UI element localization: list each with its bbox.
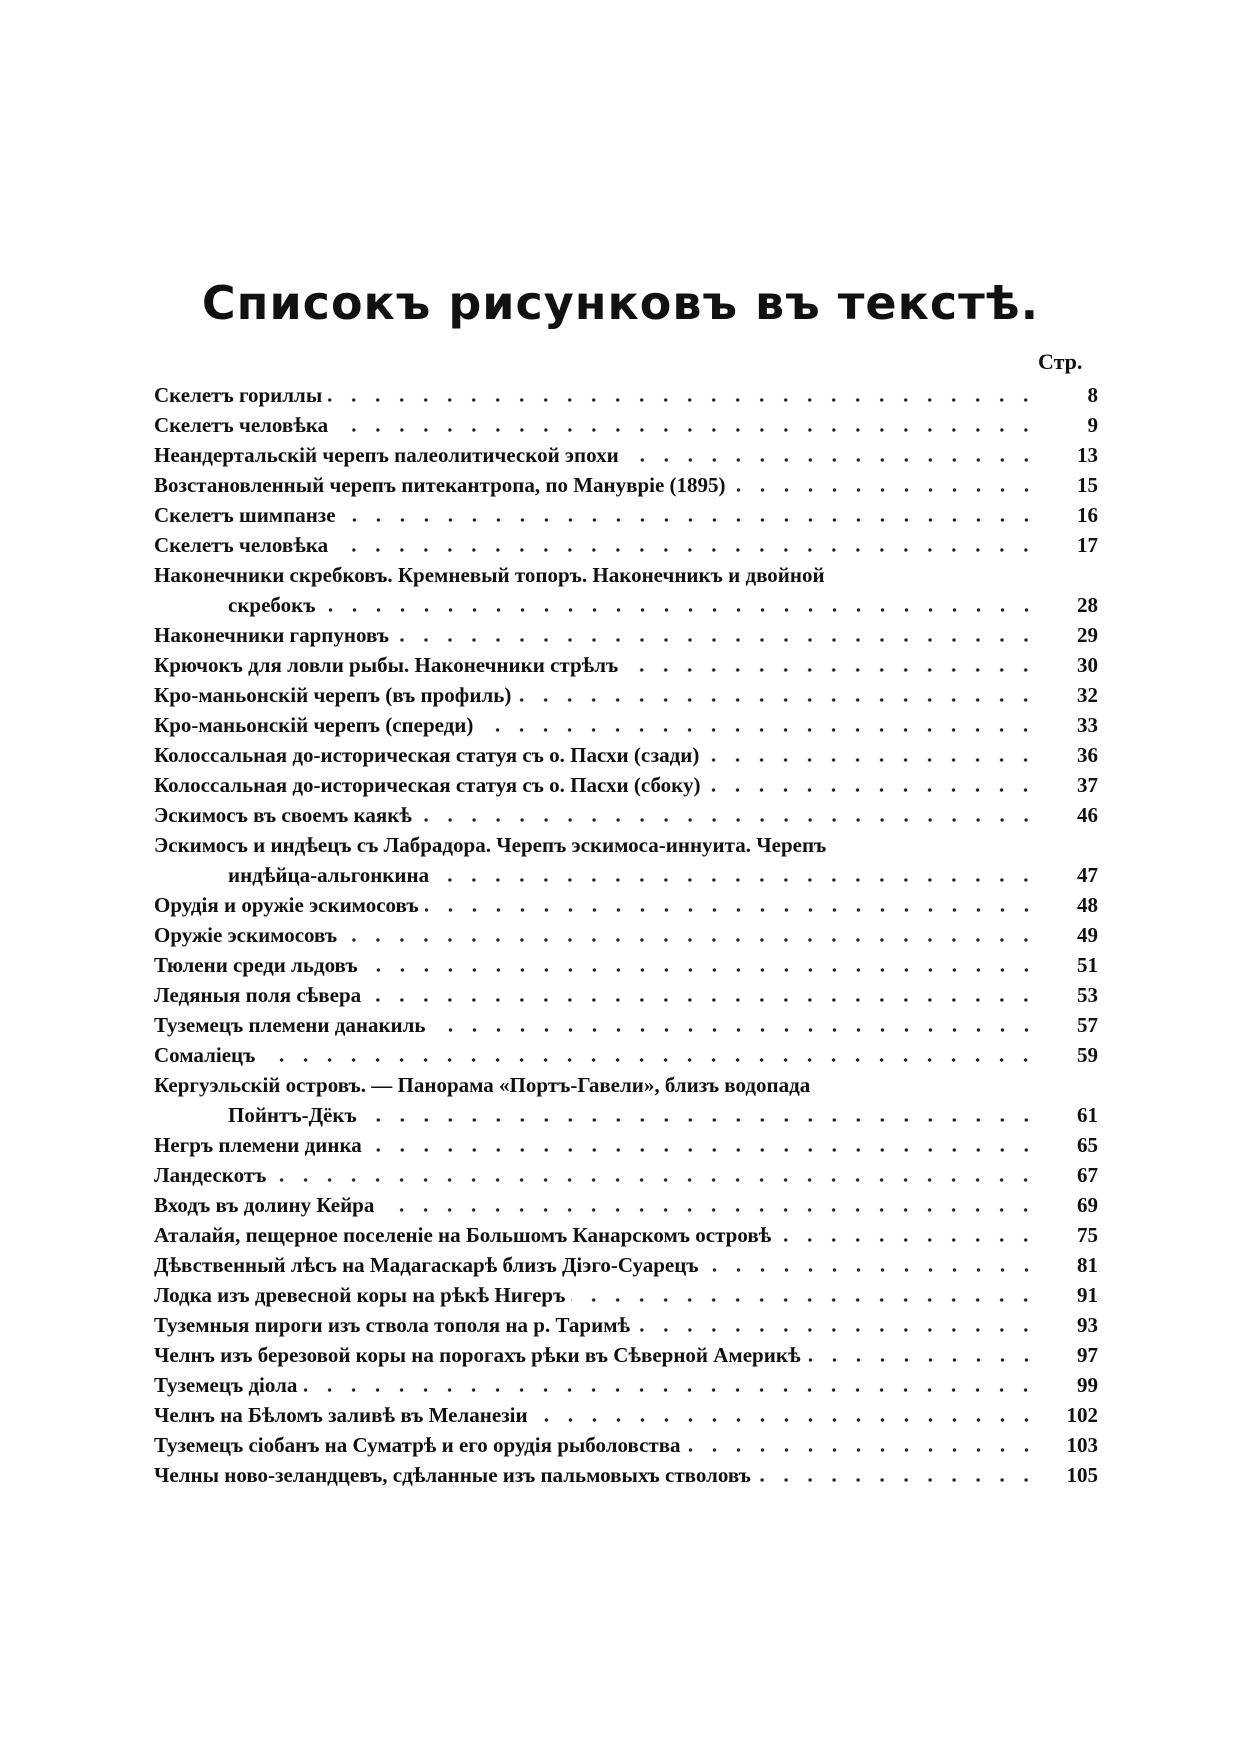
dot-leader bbox=[571, 1298, 1038, 1302]
dot-leader bbox=[705, 758, 1038, 762]
entry-title: Скелетъ шимпанзе bbox=[154, 503, 336, 527]
entry-title: Челны ново-зеландцевъ, сдѣланные изъ пальмовыхъ стволовъ bbox=[154, 1463, 751, 1487]
dot-leader bbox=[432, 1028, 1038, 1032]
entry-page: 28 bbox=[1077, 593, 1098, 617]
entry-title: Скелетъ человѣка bbox=[154, 413, 329, 437]
toc-entry bbox=[154, 1398, 1098, 1428]
entry-title-continued: Пойнтъ-Дёкъ bbox=[228, 1103, 357, 1127]
dot-leader bbox=[418, 818, 1038, 822]
dot-leader bbox=[368, 1148, 1038, 1152]
toc-entry bbox=[154, 438, 1098, 468]
entry-page: 32 bbox=[1077, 683, 1098, 707]
toc-entry bbox=[154, 1158, 1098, 1188]
dot-leader bbox=[343, 938, 1038, 942]
dot-leader bbox=[732, 488, 1038, 492]
entry-title: Эскимосъ и индѣецъ съ Лабрадора. Черепъ эскимоса-иннуита. Черепъ bbox=[154, 833, 827, 857]
entry-page: 59 bbox=[1077, 1043, 1098, 1067]
entry-title: Эскимосъ въ своемъ каякѣ bbox=[154, 803, 412, 827]
dot-leader bbox=[328, 398, 1038, 402]
dot-leader bbox=[706, 788, 1038, 792]
toc-entry bbox=[154, 978, 1098, 1008]
dot-leader bbox=[334, 548, 1038, 552]
entry-page: 8 bbox=[1087, 383, 1098, 407]
toc-entry bbox=[154, 1218, 1098, 1248]
toc-entry bbox=[154, 738, 1098, 768]
dot-leader bbox=[395, 638, 1038, 642]
entry-page: 91 bbox=[1077, 1283, 1098, 1307]
entry-page: 17 bbox=[1077, 533, 1098, 557]
toc-entry bbox=[154, 1338, 1098, 1368]
dot-leader bbox=[342, 518, 1038, 522]
entry-title: Колоссальная до-историческая статуя съ о. Пасхи (сзади) bbox=[154, 743, 700, 767]
toc-entry bbox=[154, 528, 1098, 558]
entry-title: Туземецъ діола bbox=[154, 1373, 298, 1397]
entry-page: 57 bbox=[1077, 1013, 1098, 1037]
entry-title: Аталайя, пещерное поселеніе на Большомъ Канарскомъ островѣ bbox=[154, 1223, 772, 1247]
entry-page: 9 bbox=[1087, 413, 1098, 437]
entry-page: 16 bbox=[1077, 503, 1098, 527]
entry-page: 15 bbox=[1077, 473, 1098, 497]
dot-leader bbox=[705, 1268, 1038, 1272]
entry-title: Туземныя пироги изъ ствола тополя на р. Таримѣ bbox=[154, 1313, 631, 1337]
entry-title: Негръ племени динка bbox=[154, 1133, 362, 1157]
dot-leader bbox=[687, 1448, 1038, 1452]
entry-title: Оружіе эскимосовъ bbox=[154, 923, 338, 947]
entry-page: 48 bbox=[1077, 893, 1098, 917]
entry-title: Дѣвственный лѣсъ на Мадагаскарѣ близъ Діэго-Суарецъ bbox=[154, 1253, 699, 1277]
toc-entry bbox=[154, 1278, 1098, 1308]
entry-title: Кергуэльскій островъ. — Панорама «Портъ-Гавели», близъ водопада bbox=[154, 1073, 811, 1097]
toc-entry bbox=[154, 558, 1098, 618]
dot-leader bbox=[272, 1178, 1038, 1182]
toc-entry bbox=[154, 618, 1098, 648]
toc-entry bbox=[154, 1308, 1098, 1338]
dot-leader bbox=[261, 1058, 1038, 1062]
dot-leader bbox=[425, 908, 1038, 912]
toc-entry bbox=[154, 498, 1098, 528]
entry-title: Туземецъ племени данакиль bbox=[154, 1013, 426, 1037]
toc-entry bbox=[154, 768, 1098, 798]
toc-entry bbox=[154, 678, 1098, 708]
dot-leader bbox=[534, 1418, 1038, 1422]
entry-title: Лодка изъ древесной коры на рѣкѣ Нигеръ bbox=[154, 1283, 566, 1307]
toc-entry bbox=[154, 1428, 1098, 1458]
dot-leader bbox=[636, 1328, 1038, 1332]
entry-page: 47 bbox=[1077, 863, 1098, 887]
entry-title: Орудія и оружіе эскимосовъ bbox=[154, 893, 419, 917]
toc-entry bbox=[154, 408, 1098, 438]
dot-leader bbox=[322, 608, 1039, 612]
toc-entry bbox=[154, 948, 1098, 978]
entry-title: Кро-маньонскій черепъ (въ профиль) bbox=[154, 683, 512, 707]
entry-title: Скелетъ гориллы bbox=[154, 383, 323, 407]
entry-page: 103 bbox=[1066, 1433, 1098, 1457]
entry-title-continued: скребокъ bbox=[228, 593, 316, 617]
toc-entry bbox=[154, 1188, 1098, 1218]
entry-page: 37 bbox=[1077, 773, 1098, 797]
toc-entry bbox=[154, 708, 1098, 738]
entry-title-continued: индѣйца-альгонкина bbox=[228, 863, 430, 887]
dot-leader bbox=[625, 458, 1038, 462]
illustration-list bbox=[154, 378, 1098, 1488]
entry-page: 93 bbox=[1077, 1313, 1098, 1337]
entry-title: Колоссальная до-историческая статуя съ о. Пасхи (сбоку) bbox=[154, 773, 701, 797]
entry-title: Ледяныя поля сѣвера bbox=[154, 983, 362, 1007]
entry-title: Ландескотъ bbox=[154, 1163, 267, 1187]
entry-page: 46 bbox=[1077, 803, 1098, 827]
page-title: Списокъ рисунковъ въ текстѣ. bbox=[201, 276, 1040, 330]
dot-leader bbox=[367, 998, 1038, 1002]
entry-title: Скелетъ человѣка bbox=[154, 533, 329, 557]
entry-title: Наконечники гарпуновъ bbox=[154, 623, 389, 647]
entry-title: Челнъ на Бѣломъ заливѣ въ Меланезіи bbox=[154, 1403, 528, 1427]
entry-title: Сомаліецъ bbox=[154, 1043, 256, 1067]
entry-page: 69 bbox=[1077, 1193, 1098, 1217]
toc-entry bbox=[154, 828, 1098, 888]
entry-title: Тюлени среди льдовъ bbox=[154, 953, 358, 977]
entry-title: Крючокъ для ловли рыбы. Наконечники стрѣлъ bbox=[154, 653, 619, 677]
dot-leader bbox=[435, 878, 1038, 882]
toc-entry bbox=[154, 1458, 1098, 1488]
dot-leader bbox=[479, 728, 1038, 732]
entry-page: 13 bbox=[1077, 443, 1098, 467]
entry-page: 36 bbox=[1077, 743, 1098, 767]
entry-page: 51 bbox=[1077, 953, 1098, 977]
entry-page: 49 bbox=[1077, 923, 1098, 947]
entry-page: 61 bbox=[1077, 1103, 1098, 1127]
toc-entry bbox=[154, 1038, 1098, 1068]
entry-page: 102 bbox=[1066, 1403, 1098, 1427]
toc-entry bbox=[154, 468, 1098, 498]
toc-entry bbox=[154, 1068, 1098, 1128]
dot-leader bbox=[757, 1478, 1038, 1482]
dot-leader bbox=[364, 968, 1038, 972]
toc-entry bbox=[154, 798, 1098, 828]
entry-page: 99 bbox=[1077, 1373, 1098, 1397]
entry-page: 30 bbox=[1077, 653, 1098, 677]
entry-title: Неандертальскій черепъ палеолитической эпохи bbox=[154, 443, 619, 467]
toc-entry bbox=[154, 648, 1098, 678]
entry-page: 29 bbox=[1077, 623, 1098, 647]
toc-entry bbox=[154, 918, 1098, 948]
toc-entry bbox=[154, 888, 1098, 918]
toc-entry bbox=[154, 1368, 1098, 1398]
entry-page: 105 bbox=[1066, 1463, 1098, 1487]
entry-title: Туземецъ сіобанъ на Суматрѣ и его орудія рыболовства bbox=[154, 1433, 681, 1457]
dot-leader bbox=[334, 428, 1038, 432]
dot-leader bbox=[517, 698, 1038, 702]
entry-page: 81 bbox=[1077, 1253, 1098, 1277]
entry-page: 97 bbox=[1077, 1343, 1098, 1367]
dot-leader bbox=[303, 1388, 1038, 1392]
dot-leader bbox=[624, 668, 1038, 672]
entry-title: Кро-маньонскій черепъ (спереди) bbox=[154, 713, 474, 737]
entry-title: Наконечники скребковъ. Кремневый топоръ. Наконечникъ и двойной bbox=[154, 563, 825, 587]
entry-title: Входъ въ долину Кейра bbox=[154, 1193, 375, 1217]
toc-entry bbox=[154, 1248, 1098, 1278]
entry-page: 33 bbox=[1077, 713, 1098, 737]
dot-leader bbox=[363, 1118, 1038, 1122]
toc-entry bbox=[154, 1128, 1098, 1158]
toc-entry bbox=[154, 378, 1098, 408]
dot-leader bbox=[807, 1358, 1038, 1362]
entry-page: 67 bbox=[1077, 1163, 1098, 1187]
entry-title: Челнъ изъ березовой коры на порогахъ рѣки въ Сѣверной Америкѣ bbox=[154, 1343, 801, 1367]
entry-title: Возстановленный черепъ питекантропа, по Мануврiе (1895) bbox=[154, 473, 726, 497]
entry-page: 53 bbox=[1077, 983, 1098, 1007]
entry-page: 65 bbox=[1077, 1133, 1098, 1157]
dot-leader bbox=[777, 1238, 1038, 1242]
entry-page: 75 bbox=[1077, 1223, 1098, 1247]
dot-leader bbox=[380, 1208, 1038, 1212]
page-column-label: Стр. bbox=[1038, 349, 1083, 374]
toc-entry bbox=[154, 1008, 1098, 1038]
